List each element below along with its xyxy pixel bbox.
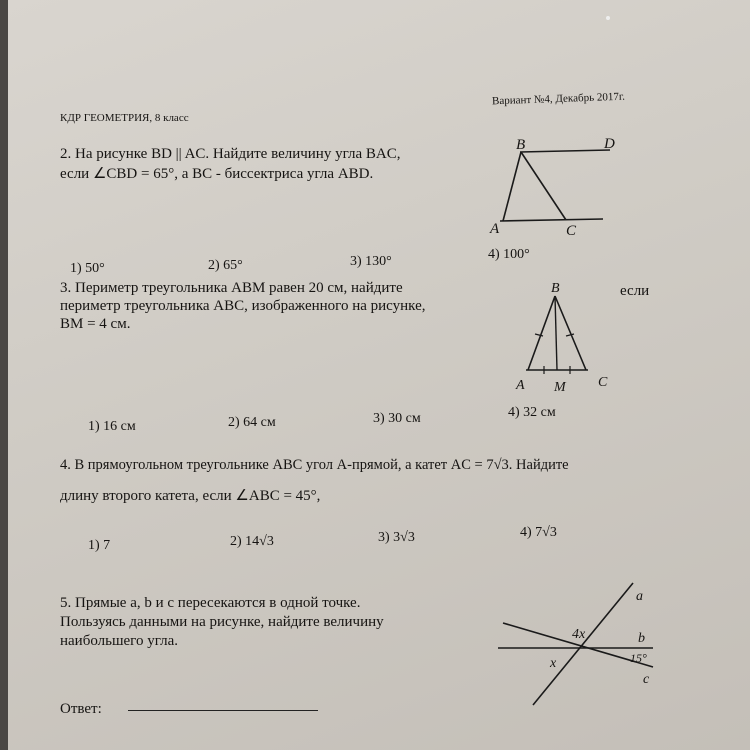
q2-answer-1: 1) 50° (70, 261, 105, 276)
header-title: КДР ГЕОМЕТРИЯ, 8 класс (60, 112, 189, 124)
q5-text-line3: наибольшего угла. (60, 633, 178, 649)
q2-answer-3: 3) 130° (350, 254, 392, 269)
q5-label-c: c (643, 672, 650, 687)
q5-label-a: a (636, 589, 643, 604)
q2-label-a: A (490, 221, 500, 237)
q2-line-bc (521, 152, 566, 220)
q5-text-line1: 5. Прямые a, b и c пересекаются в одной точке. (60, 595, 361, 611)
glare-dot (606, 16, 610, 20)
q5-label-b: b (638, 631, 645, 646)
q2-label-d: D (604, 136, 615, 152)
q4-answer-3: 3) 3√3 (378, 530, 415, 545)
q2-label-b: B (516, 137, 526, 153)
q4-answer-1: 1) 7 (88, 538, 111, 553)
q5-label-4x: 4x (572, 627, 586, 642)
q3-label-b: B (551, 281, 560, 296)
q5-figure (488, 575, 668, 715)
q3-label-a: A (516, 378, 525, 393)
q2-line-ac (500, 219, 603, 221)
q4-text-line1: 4. В прямоугольном треугольнике ABC угол A-прямой, а катет AC = 7√3. Найдите (60, 457, 569, 473)
q2-answer-2: 2) 65° (208, 258, 243, 273)
q3-answer-3: 3) 30 см (373, 411, 421, 426)
q4-answer-2: 2) 14√3 (230, 534, 274, 549)
q3-side-bc (555, 296, 586, 370)
q3-side-word: если (620, 283, 650, 299)
q2-label-c: C (566, 223, 577, 239)
q3-text-line3: BM = 4 см. (60, 316, 131, 332)
q2-figure (478, 135, 618, 245)
q3-side-ba (528, 296, 555, 370)
q2-text-line2: если ∠CBD = 65°, а BC - биссектриса угла ABD. (60, 166, 374, 182)
q2-line-ba (503, 152, 521, 221)
q3-figure (508, 280, 618, 395)
answer-input-line[interactable] (128, 710, 318, 711)
worksheet (8, 0, 750, 750)
answer-label: Ответ: (60, 701, 102, 717)
q4-text-line2: длину второго катета, если ∠ABC = 45°, (60, 488, 321, 504)
q5-label-15deg: 15° (630, 651, 647, 665)
header-variant: Вариант №4, Декабрь 2017г. (491, 90, 626, 108)
q4-answer-4: 4) 7√3 (520, 525, 557, 540)
q2-answer-4: 4) 100° (488, 247, 530, 262)
q3-text-line2: периметр треугольника ABC, изображенного на рисунке, (60, 298, 426, 314)
q3-label-c: C (598, 375, 608, 390)
q3-answer-4: 4) 32 см (508, 405, 556, 420)
q3-answer-1: 1) 16 см (88, 419, 136, 434)
q3-answer-2: 2) 64 см (228, 415, 276, 430)
q5-text-line2: Пользуясь данными на рисунке, найдите величину (60, 614, 384, 630)
q2-text-line1: 2. На рисунке BD || AC. Найдите величину угла BAC, (60, 146, 401, 162)
q5-label-x: x (550, 656, 557, 671)
q2-line-bd (520, 150, 610, 152)
q3-text-line1: 3. Периметр треугольника ABM равен 20 см, найдите (60, 280, 403, 296)
q3-tick-bc (566, 334, 574, 336)
q5-line-a (533, 583, 633, 705)
q3-label-m: M (554, 380, 566, 395)
q3-median-bm (555, 296, 557, 370)
